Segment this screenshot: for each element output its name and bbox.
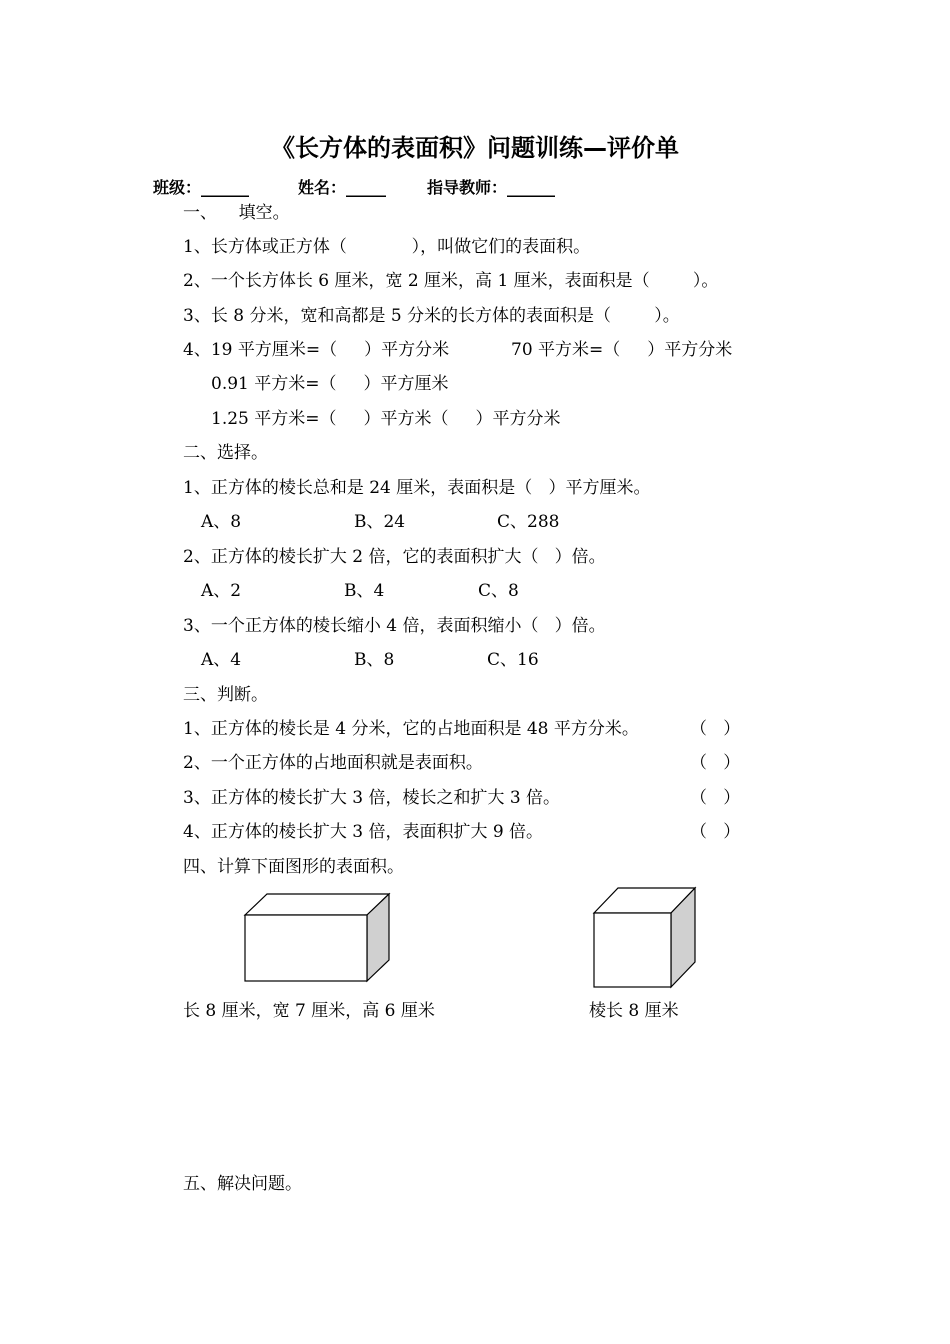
judge-item-3: 3、正方体的棱长扩大 3 倍，棱长之和扩大 3 倍。 (183, 788, 561, 808)
fill-question-4c: 0.91 平方米=（ ）平方厘米 (211, 374, 449, 394)
choice-1-option-a: A、8 (201, 512, 242, 532)
choice-1-option-b: B、24 (354, 512, 406, 532)
choice-3-option-a: A、4 (201, 650, 242, 670)
section3-heading: 三、判断。 (183, 685, 268, 705)
fill-question-3: 3、长 8 分米，宽和高都是 5 分米的长方体的表面积是（ ）。 (183, 306, 680, 326)
cuboid-caption: 长 8 厘米，宽 7 厘米，高 6 厘米 (183, 1001, 435, 1021)
choice-2-option-c: C、8 (478, 581, 519, 601)
fill-question-4b: 70 平方米=（ ）平方分米 (511, 340, 733, 360)
choice-1-option-c: C、288 (497, 512, 560, 532)
class-field: 班级：______ (153, 178, 250, 197)
section1-heading: 一、 填空。 (183, 203, 290, 223)
judge-item-4: 4、正方体的棱长扩大 3 倍，表面积扩大 9 倍。 (183, 822, 544, 842)
fill-question-4d: 1.25 平方米=（ ）平方米（ ）平方分米 (211, 409, 561, 429)
judge-item-2: 2、一个正方体的占地面积就是表面积。 (183, 753, 483, 773)
choice-question-1: 1、正方体的棱长总和是 24 厘米，表面积是（ ）平方厘米。 (183, 478, 651, 498)
judge-bracket-4: （ ） (690, 822, 741, 842)
choice-3-option-c: C、16 (487, 650, 539, 670)
judge-bracket-3: （ ） (690, 788, 741, 808)
teacher-field: 指导教师：______ (427, 178, 556, 197)
judge-item-1: 1、正方体的棱长是 4 分米，它的占地面积是 48 平方分米。 (183, 719, 639, 739)
cuboid-figure (240, 888, 395, 988)
fill-question-1: 1、长方体或正方体（ ），叫做它们的表面积。 (183, 237, 591, 257)
section2-heading: 二、选择。 (183, 443, 268, 463)
section4-heading: 四、计算下面图形的表面积。 (183, 857, 404, 877)
page-title: 《长方体的表面积》问题训练—评价单 (271, 134, 679, 162)
choice-question-2: 2、正方体的棱长扩大 2 倍，它的表面积扩大（ ）倍。 (183, 547, 606, 567)
choice-2-option-b: B、4 (344, 581, 385, 601)
cuboid-front-face (245, 915, 367, 981)
choice-3-option-b: B、8 (354, 650, 395, 670)
name-field: 姓名：_____ (298, 178, 387, 197)
fill-question-4a: 4、19 平方厘米=（ ）平方分米 (183, 340, 450, 360)
cuboid-top-face (245, 894, 389, 915)
choice-2-option-a: A、2 (201, 581, 242, 601)
cube-caption: 棱长 8 厘米 (589, 1001, 679, 1021)
judge-bracket-2: （ ） (690, 753, 741, 773)
choice-question-3: 3、一个正方体的棱长缩小 4 倍，表面积缩小（ ）倍。 (183, 616, 606, 636)
cube-figure (589, 882, 701, 992)
cube-front-face (594, 913, 671, 987)
judge-bracket-1: （ ） (690, 719, 741, 739)
section5-heading: 五、解决问题。 (183, 1174, 302, 1194)
fill-question-2: 2、一个长方体长 6 厘米，宽 2 厘米，高 1 厘米，表面积是（ ）。 (183, 271, 719, 291)
